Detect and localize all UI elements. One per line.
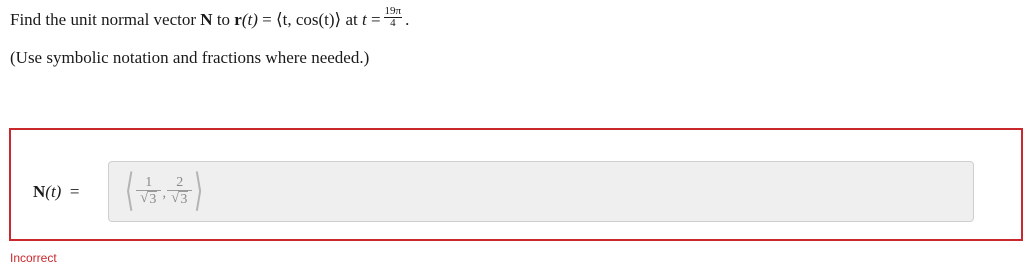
question-prefix: Find the unit normal vector (10, 9, 197, 29)
r-value: ⟨t, cos(t)⟩ (275, 9, 342, 29)
vector-symbol-r: r (234, 9, 242, 29)
question-to: to (216, 9, 231, 29)
left-angle-bracket: ⟨ (124, 165, 135, 216)
t-denominator: 4 (390, 17, 396, 29)
t-variable: t (361, 9, 367, 29)
sqrt-icon: √ (140, 190, 149, 206)
equals-sign: = (262, 9, 272, 29)
component-2-denominator (171, 191, 188, 207)
answer-label-equals: = (69, 182, 80, 201)
t-numerator: 19π (384, 5, 402, 17)
component-separator: , (162, 184, 167, 201)
component-2-sqrt-arg: 3 (180, 192, 188, 207)
component-2-numerator: 2 (167, 175, 192, 191)
sqrt-icon: √ (171, 190, 180, 206)
component-1-numerator: 1 (136, 175, 161, 191)
answer-label (33, 182, 79, 202)
right-angle-bracket: ⟩ (194, 165, 204, 216)
component-1-denominator (140, 191, 157, 207)
t-value-fraction (384, 6, 403, 29)
answer-vector (121, 167, 208, 215)
question-at: at (345, 9, 358, 29)
hint-text: (Use symbolic notation and fractions where needed.) (10, 48, 370, 67)
answer-box (9, 128, 1023, 241)
status-message: Incorrect (10, 251, 57, 265)
answer-input[interactable] (108, 161, 974, 222)
component-1-sqrt-arg: 3 (149, 192, 157, 207)
question-period: . (405, 9, 410, 29)
component-2-fraction (171, 175, 188, 207)
t-equals: = (370, 9, 381, 29)
r-argument: (t) (241, 9, 258, 29)
component-1-fraction (140, 175, 157, 207)
answer-label-arg: (t) (45, 182, 62, 201)
vector-symbol-n: N (200, 9, 213, 29)
question-text (10, 5, 410, 31)
answer-label-symbol: N (33, 182, 46, 201)
